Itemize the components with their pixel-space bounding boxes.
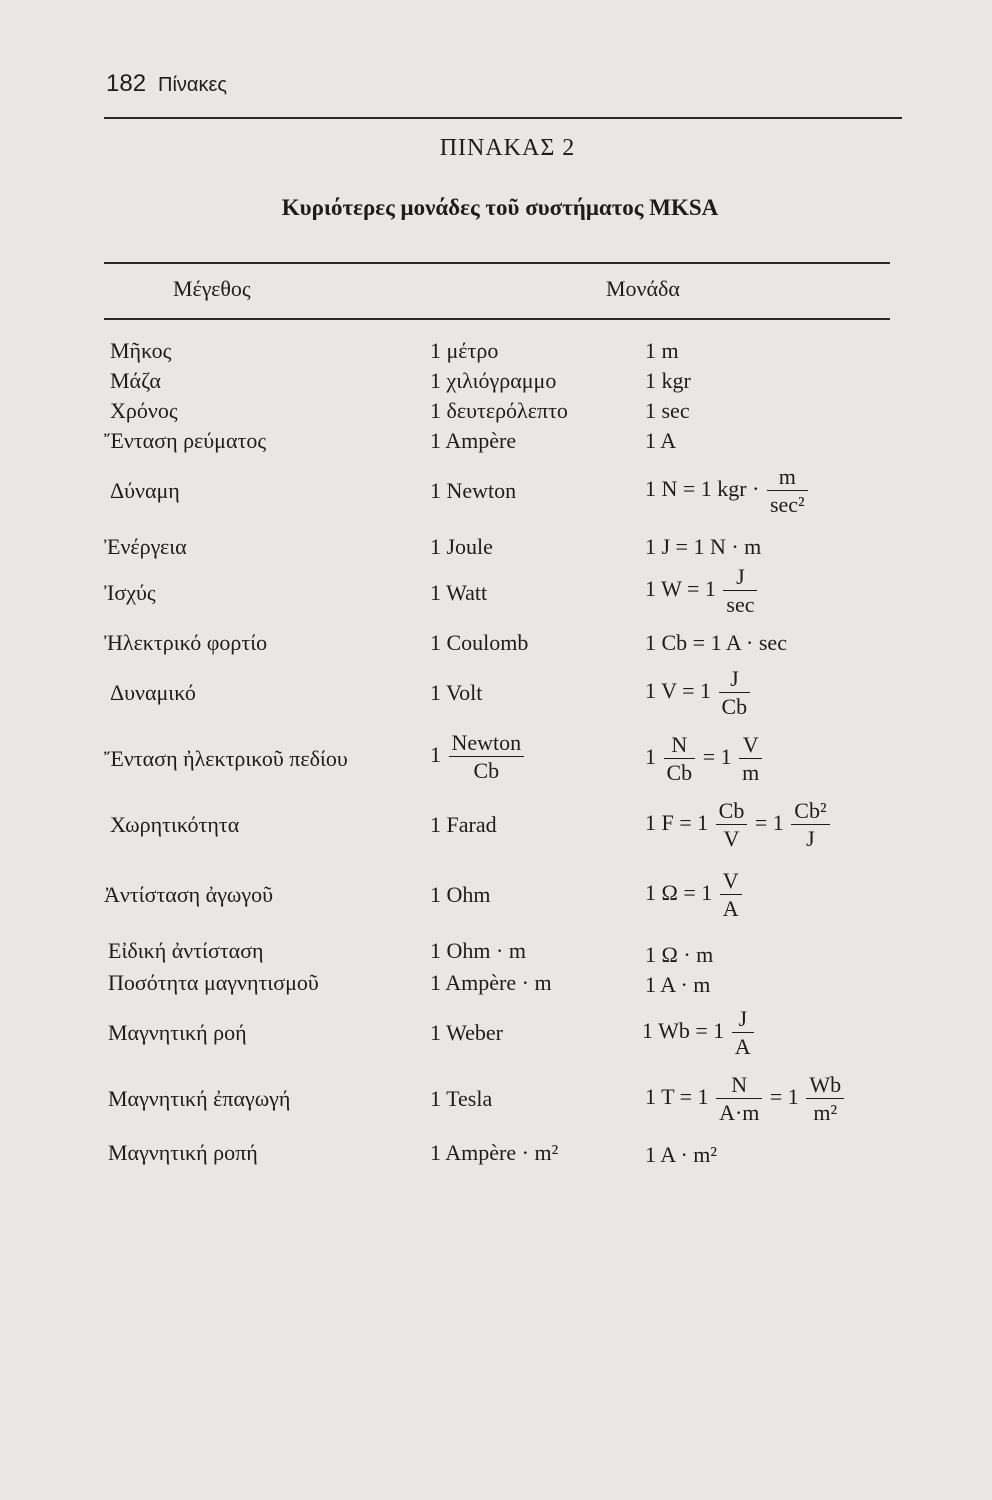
quantity-cell: Μάζα: [110, 368, 161, 393]
quantity-cell: Εἰδική ἀντίσταση: [108, 938, 264, 963]
unit-cell: 1 Ohm · m: [430, 938, 526, 963]
fraction: [806, 1074, 844, 1124]
symbol-cell: 1 A · m: [645, 972, 711, 997]
quantity-cell: Ἔνταση ἠλεκτρικοῦ πεδίου: [104, 746, 348, 771]
fraction-denominator: A: [732, 1032, 754, 1058]
fraction-numerator: J: [736, 564, 745, 589]
fraction: [716, 800, 748, 850]
fraction: [732, 1008, 754, 1058]
unit-cell: 1 χιλιόγραμμο: [430, 368, 557, 393]
fraction-numerator: N: [671, 732, 688, 757]
fraction-denominator: Cb: [664, 758, 696, 784]
symbol-cell: 1 A · m²: [645, 1142, 717, 1167]
table-top-rule: [104, 262, 890, 264]
symbol-cell: 1 sec: [645, 398, 690, 423]
symbol-cell: 1 m: [645, 338, 679, 363]
fraction: [723, 566, 757, 616]
symbol-prefix: 1 N = 1 kgr ·: [645, 476, 760, 502]
fraction-denominator: sec²: [767, 490, 808, 516]
fraction-denominator: sec: [723, 590, 757, 616]
unit-cell: 1 Newton: [430, 478, 517, 503]
unit-cell: 1 Ohm: [430, 882, 491, 907]
symbol-cell: [645, 734, 764, 784]
page-number: 182: [106, 70, 147, 97]
fraction-denominator: m: [739, 758, 762, 784]
symbol-cell: [645, 668, 752, 718]
fraction: [716, 1074, 762, 1124]
symbol-prefix: 1 Ω = 1: [645, 880, 713, 906]
fraction-numerator: Cb: [718, 798, 745, 823]
column-header-unit: Μονάδα: [606, 276, 680, 301]
fraction-numerator: V: [742, 732, 759, 757]
quantity-cell: Χωρητικότητα: [110, 812, 240, 837]
symbol-cell: [645, 566, 759, 616]
header-rule: [104, 117, 902, 119]
symbol-cell: [645, 1074, 846, 1124]
fraction: [739, 734, 762, 784]
fraction-numerator: m: [778, 464, 796, 489]
quantity-cell: Μαγνητική ροπή: [108, 1140, 258, 1165]
fraction: [720, 870, 742, 920]
quantity-cell: Ἀντίσταση ἀγωγοῦ: [104, 882, 274, 907]
fraction-numerator: Cb²: [794, 798, 827, 823]
fraction-numerator: J: [730, 666, 739, 691]
fraction: [767, 466, 808, 516]
unit-cell: 1 δευτερόλεπτο: [430, 398, 568, 423]
symbol-cell: 1 kgr: [645, 368, 691, 393]
unit-cell: 1 Ampère: [430, 428, 517, 453]
symbol-cell: 1 A: [645, 428, 677, 453]
fraction-denominator: J: [791, 824, 829, 850]
symbol-cell: [645, 466, 810, 516]
fraction: [449, 732, 525, 782]
symbol-cell: [645, 800, 832, 850]
symbol-cell: 1 J = 1 N · m: [645, 534, 762, 559]
fraction-numerator: Newton: [451, 730, 522, 755]
quantity-cell: Δύναμη: [110, 478, 180, 503]
unit-cell: 1 Watt: [430, 580, 488, 605]
fraction-denominator: A·m: [716, 1098, 762, 1124]
symbol-cell: 1 Ω · m: [645, 942, 714, 967]
section-title: Πίνακες: [158, 74, 228, 96]
symbol-cell: 1 Cb = 1 A · sec: [645, 630, 787, 655]
symbol-cell: [645, 870, 744, 920]
unit-cell: 1 Coulomb: [430, 630, 529, 655]
fraction-numerator: Wb: [809, 1072, 842, 1097]
fraction-denominator: m²: [806, 1098, 844, 1124]
fraction-denominator: V: [716, 824, 748, 850]
fraction-numerator: J: [738, 1006, 747, 1031]
symbol-cell: [642, 1008, 756, 1058]
table-header-rule: [104, 318, 890, 320]
symbol-prefix: 1: [645, 744, 656, 770]
unit-cell: [430, 732, 526, 782]
unit-cell: 1 Joule: [430, 534, 493, 559]
unit-cell: 1 Tesla: [430, 1086, 493, 1111]
quantity-cell: Χρόνος: [110, 398, 178, 423]
unit-prefix: 1: [430, 742, 441, 768]
unit-cell: 1 Ampère · m: [430, 970, 552, 995]
quantity-cell: Ἔνταση ρεύματος: [104, 428, 267, 453]
symbol-prefix: 1 T = 1: [645, 1084, 709, 1110]
quantity-cell: Μῆκος: [110, 338, 172, 363]
fraction: [664, 734, 696, 784]
symbol-prefix: 1 V = 1: [645, 678, 711, 704]
quantity-cell: Μαγνητική ροή: [108, 1020, 247, 1045]
symbol-prefix: 1 F = 1: [645, 810, 709, 836]
unit-cell: 1 Weber: [430, 1020, 503, 1045]
symbol-prefix: 1 Wb = 1: [642, 1018, 725, 1044]
quantity-cell: Ἰσχύς: [104, 580, 156, 605]
unit-cell: 1 μέτρο: [430, 338, 499, 363]
unit-cell: 1 Ampère · m²: [430, 1140, 559, 1165]
quantity-cell: Μαγνητική ἐπαγωγή: [108, 1086, 291, 1111]
fraction-numerator: N: [731, 1072, 748, 1097]
fraction-denominator: Cb: [719, 692, 751, 718]
symbol-equals: = 1: [702, 744, 732, 770]
fraction-numerator: V: [722, 868, 739, 893]
fraction-denominator: A: [720, 894, 742, 920]
symbol-prefix: 1 W = 1: [645, 576, 716, 602]
symbol-equals: = 1: [769, 1084, 799, 1110]
symbol-equals: = 1: [754, 810, 784, 836]
fraction-denominator: Cb: [449, 756, 525, 782]
quantity-cell: Ἠλεκτρικό φορτίο: [104, 630, 268, 655]
table-title: ΠΙΝΑΚΑΣ 2: [439, 135, 576, 161]
table-subtitle: Κυριότερες μονάδες τοῦ συστήματος MKSA: [281, 195, 719, 220]
quantity-cell: Δυναμικό: [110, 680, 196, 705]
quantity-cell: Ποσότητα μαγνητισμοῦ: [108, 970, 319, 995]
quantity-cell: Ἐνέργεια: [104, 534, 187, 559]
fraction: [719, 668, 751, 718]
column-header-quantity: Μέγεθος: [173, 276, 251, 301]
unit-cell: 1 Farad: [430, 812, 497, 837]
unit-cell: 1 Volt: [430, 680, 483, 705]
fraction: [791, 800, 829, 850]
